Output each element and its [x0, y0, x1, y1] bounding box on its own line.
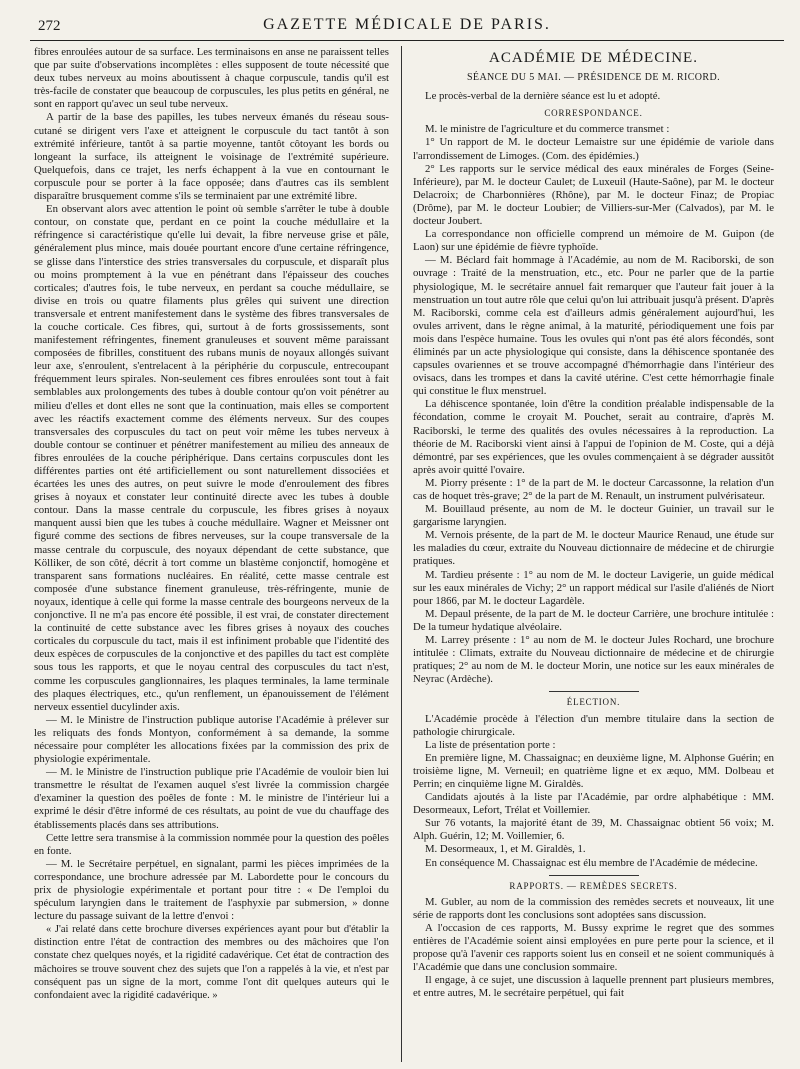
section-rule	[549, 875, 639, 876]
session-line: SÉANCE DU 5 MAI. — PRÉSIDENCE DE M. RICORD.	[466, 72, 721, 84]
paragraph: M. Depaul présente, de la part de M. le docteur Carrière, une brochure intitulée : De la tumeur hydatique alvéolaire.	[413, 607, 774, 633]
paragraph: — M. le Ministre de l'instruction publique prie l'Académie de vouloir bien lui transmettre le résultat de l'examen auquel s'est livrée la commission chargée d'examiner la question des poêles de fonte : M. le ministre de l'intérieur lui a exprimé le désir d'être informé de ces résultats, au point de vue du chauffage des établissements placés dans ses attributions.	[34, 766, 389, 831]
paragraph: Le procès-verbal de la dernière séance est lu et adopté.	[425, 90, 661, 103]
paragraph: La liste de présentation porte :	[425, 738, 556, 751]
right-column	[413, 46, 774, 1062]
quoted-letter: « J'ai relaté dans cette brochure diverses expériences ayant pour but d'établir la distinction entre l'état de contraction des membres ou des mâchoires que l'on constate chez quelques noyés, et la rigidité cadavérique. Cet état de contraction des mâchoires se trouve souvent chez des sujets que l'on a rappelés à la vie, et n'est par conséquent pas un signe de la mort, comme l'ont dit quelques auteurs qui le confondaient avec la rigidité cadavérique. »	[34, 924, 389, 1001]
paragraph: 2° Les rapports sur le service médical des eaux minérales de Forges (Seine-Inférieure), par M. le docteur Caulet; de Luxeuil (Haute-Saône), par M. le docteur Delacroix; de Charbonnières (Rhône), par M. le docteur Finaz; de Propiac (Drôme), par M. le docteur Loubier; de Villiers-sur-Mer (Calvados), par M. le docteur Joubert.	[413, 162, 774, 228]
paragraph: En observant alors avec attention le point où semble s'arrêter le tube à double contour, on constate que, perdant en ce point la couche médullaire et la réfringence si caractéristique qu'elle lui devait, la fibre nerveuse grise et pâle, généralement plus mince, mais douée pourtant encore d'une certaine réfringence, se glisse dans l'interstice des stries transversales du corpuscule, et disparaît plus ou moins promptement à la vue en pénétrant dans l'épaisseur des couches corticales; d'autres fois, le tube nerveux, en perdant sa couche médullaire, se divise en trois ou quatre filaments plus grêles qui suivent une direction transversale et entrent manifestement dans le système des fibres transversales de la couche corticale. Ces fibres, qui, surtout à de forts grossissements, sont manifestement réfringentes, finement granuleuses et souvent même paraissant composées de fibrilles, constituent des rubans munis de noyaux allongés suivant leur axe, s'enroulent, s'entrelacent à la périphérie du corpuscule, entrecoupant fréquemment leurs spirales. Non-seulement ces fibres enroulées sont tout à fait semblables aux prolongements des tubes à double contour qu'on voit pénétrer au milieu d'elles et dont elles ne sont que la continuation, mais elles se comportent avec les réactifs exactement comme des éléments nerveux. Sur des coupes transversales des corpuscules du tact on peut voir même les tubes nerveux à double contour se continuer et pénétrer manifestement au milieu des anneaux de fibres enroulées de la couche périphérique. Dans certains corpuscules dont les différentes parties ont été artificiellement ou sont naturellement dissociées et écartées les unes des autres, on peut suivre le mode d'enroulement des fibres grises à noyaux et constater leur continuité directe avec les tubes à double contour. Dans la masse centrale du corpuscule, les fibres grises à noyaux manquent aussi bien que les tubes à couche médullaire. Wagner et Meissner ont figuré comme des sections de fibres nerveuses, sur la coupe transversale de la masse centrale du corpuscule, des noyaux dépendant de cette substance, que Kölliker, de son côté, décrit à tort comme un blastème conjonctif, homogène et transparent sans formations nucléaires. En réalité, cette masse centrale est composée d'une substance finement granuleuse, très-réfringente, munie de noyaux, identique à celle qui forme la masse centrale des bourgeons nerveux de la conjonctive. Il ne m'a pas encore été possible, il est vrai, de constater directement la continuité de cette substance avec les fibres grises à noyaux des couches corticales du corpuscule du tact, mais il est infiniment probable que l'identité des deux espèces de corpuscules de la conjonctive et des papilles du tact est complète sous tous les rapports, et que le noyau central des corpuscules du tact n'est, comme les corpuscules ganglionnaires, les plaques terminales, la lame terminale des plaques électriques, etc., qu'un renflement, un épanouissement de l'élément nerveux essentiel ducylinder axis.	[34, 203, 389, 713]
paragraph: A partir de la base des papilles, les tubes nerveux émanés du réseau sous-cutané se dirigent vers l'axe et atteignent le corpuscule du tact tantôt à son extrémité inférieure, tantôt à sa partie moyenne, tantôt côtoyant les bords ou longeant la surface, ils atteignent le voisinage de l'extrémité supérieure. Quelquefois, dans ce trajet, les nerfs échappent à la vue en contournant le corpuscule pour se porter à la face opposée; dans d'autres cas ils semblent disparaître brusquement comme s'ils se terminaient par une extrémité libre.	[34, 111, 389, 203]
paragraph: Cette lettre sera transmise à la commission nommée pour la question des poêles en fonte.	[34, 831, 389, 857]
paragraph: 1° Un rapport de M. le docteur Lemaistre sur une épidémie de variole dans l'arrondissement de Limoges. (Com. des épidémies.)	[413, 136, 774, 162]
paragraph: Candidats ajoutés à la liste par l'Académie, par ordre alphabétique : MM. Desormeaux, Lefort, Trélat et Voillemier.	[413, 791, 774, 817]
paragraph: M. Tardieu présente : 1° au nom de M. le docteur Lavigerie, un guide médical sur les eaux minérales de Vichy; 2° un rapport médical sur l'asile d'aliénés de Niort pour 1866, par M. le docteur Lagardèle.	[413, 568, 774, 607]
paragraph: — M. le Ministre de l'instruction publique autorise l'Académie à prélever sur les reliquats des fonds Montyon, conformément à sa demande, la somme nécessaire pour compléter les allocations fixées par la commission des prix de physiologie expérimentale.	[34, 713, 389, 766]
paragraph: A l'occasion de ces rapports, M. Bussy exprime le regret que des sommes entières de l'Académie soient ainsi employées en pure perte pour la science, et il propose qu'à l'avenir ces rapports soient lus en conseil et ne soient communiqués à l'Académie que dans une conclusion sommaire.	[413, 921, 774, 974]
paragraph: — M. le Secrétaire perpétuel, en signalant, parmi les pièces imprimées de la correspondance, une brochure adressée par M. Labordette pour le concours du prix de physiologie expérimentale et portant pour titre : « De l'emploi du spéculum laryngien dans le traitement de l'asphyxie par submersion, » donne lecture du passage suivant de la lettre d'envoi :	[34, 857, 389, 923]
paragraph: M. Vernois présente, de la part de M. le docteur Maurice Renaud, une étude sur les maladies du cœur, extraite du Nouveau dictionnaire de médecine et de chirurgie pratiques.	[413, 529, 774, 568]
paragraph: M. Gubler, au nom de la commission des remèdes secrets et nouveaux, lit une série de rapports dont les conclusions sont adoptées sans discussion.	[413, 895, 774, 921]
paragraph: La correspondance non officielle comprend un mémoire de M. Guipon (de Laon) sur une épidémie de fièvre typhoïde.	[413, 228, 774, 254]
paragraph: M. Desormeaux, 1, et M. Giraldès, 1.	[425, 843, 586, 856]
election-heading: ÉLECTION.	[566, 697, 621, 708]
section-title: ACADÉMIE DE MÉDECINE.	[489, 50, 698, 66]
correspondance-heading: CORRESPONDANCE.	[544, 108, 643, 119]
section-rule	[549, 691, 639, 692]
paragraph: M. Larrey présente : 1° au nom de M. le docteur Jules Rochard, une brochure intitulée : Climats, extraite du Nouveau dictionnaire de médecine et de chirurgie pratiques; 2° au nom de M. le docteur Morin, une notice sur les eaux minérales de Neyrac (Ardèche).	[413, 634, 774, 686]
running-title: GAZETTE MÉDICALE DE PARIS.	[263, 16, 551, 33]
left-column	[34, 46, 389, 1062]
paragraph: M. le ministre de l'agriculture et du commerce transmet :	[425, 123, 670, 136]
paragraph: En première ligne, M. Chassaignac; en deuxième ligne, M. Alphonse Guérin; en troisième ligne, M. Verneuil; en quatrième ligne et ex æquo, MM. Dolbeau et Perrin; en cinquième ligne M. Giraldès.	[413, 751, 774, 790]
column-divider	[401, 46, 402, 1062]
paragraph: M. Piorry présente : 1° de la part de M. le docteur Carcassonne, la relation d'un cas de hoquet très-grave; 2° de la part de M. Renault, un instrument pulvérisateur.	[413, 476, 774, 502]
page-number: 272	[38, 18, 61, 34]
paragraph: fibres enroulées autour de sa surface. Les terminaisons en anse ne paraissent telles que par suite d'observations incomplètes : elles supposent de toute nécessité que deux tubes nerveux au moins aboutissent à chaque corpuscule, tandis qu'il est très-facile de constater que beaucoup de corpuscules, les plus petits en général, ne sont en rapport qu'avec un seul tube nerveux.	[34, 46, 389, 111]
paragraph: M. Bouillaud présente, au nom de M. le docteur Guinier, un travail sur le gargarisme laryngien.	[413, 503, 774, 529]
page-header	[30, 10, 784, 41]
paragraph: — M. Béclard fait hommage à l'Académie, au nom de M. Raciborski, de son ouvrage : Traité de la menstruation, etc., etc. Pour ne parler que de la partie physiologique, M. le secrétaire annuel fait remarquer que l'auteur fait jouer à la menstruation un tout autre rôle que celui qu'on lui attribuait jusqu'à présent. D'après M. Raciborski, comme cela est d'ailleurs admis généralement aujourd'hui, les ovules arrivent, dans le règne animal, à la maturité, périodiquement une fois par mois dans l'espèce humaine. Tous les ovules qui n'ont pas été alors fécondés, sont éliminés par un acte physiologique qui consiste, dans la déhiscence spontanée des capsules ovariennes et se trouve accompagné d'hémorrhagie dans l'intérieur des ovisacs, dans les trompes et dans la cavité utérine. C'est cette hémorrhagie finale qui constitue le flux menstruel.	[413, 254, 774, 398]
rapports-heading: RAPPORTS. — REMÈDES SECRETS.	[509, 880, 678, 891]
paragraph: En conséquence M. Chassaignac est élu membre de l'Académie de médecine.	[425, 856, 758, 869]
paragraph: L'Académie procède à l'élection d'un membre titulaire dans la section de pathologie chirurgicale.	[413, 712, 774, 738]
paragraph: La déhiscence spontanée, loin d'être la condition préalable indispensable de la fécondation, comme le croyait M. Pouchet, serait au contraire, d'après M. Raciborski, le terme des qualités des ovules nécessaires à la reproduction. La théorie de M. Raciborski vient ainsi à l'appui de l'opinion de M. Coste, qui a déjà démontré, par ses expériences, que les ovules commençaient à se dégrader aussitôt après avoir quitté l'ovaire.	[413, 398, 774, 476]
paragraph: Sur 76 votants, la majorité étant de 39, M. Chassaignac obtient 56 voix; M. Alph. Guérin, 12; M. Voillemier, 6.	[413, 817, 774, 843]
paragraph: Il engage, à ce sujet, une discussion à laquelle prennent part plusieurs membres, et entre autres, M. le secrétaire perpétuel, qui fait	[413, 974, 774, 1000]
